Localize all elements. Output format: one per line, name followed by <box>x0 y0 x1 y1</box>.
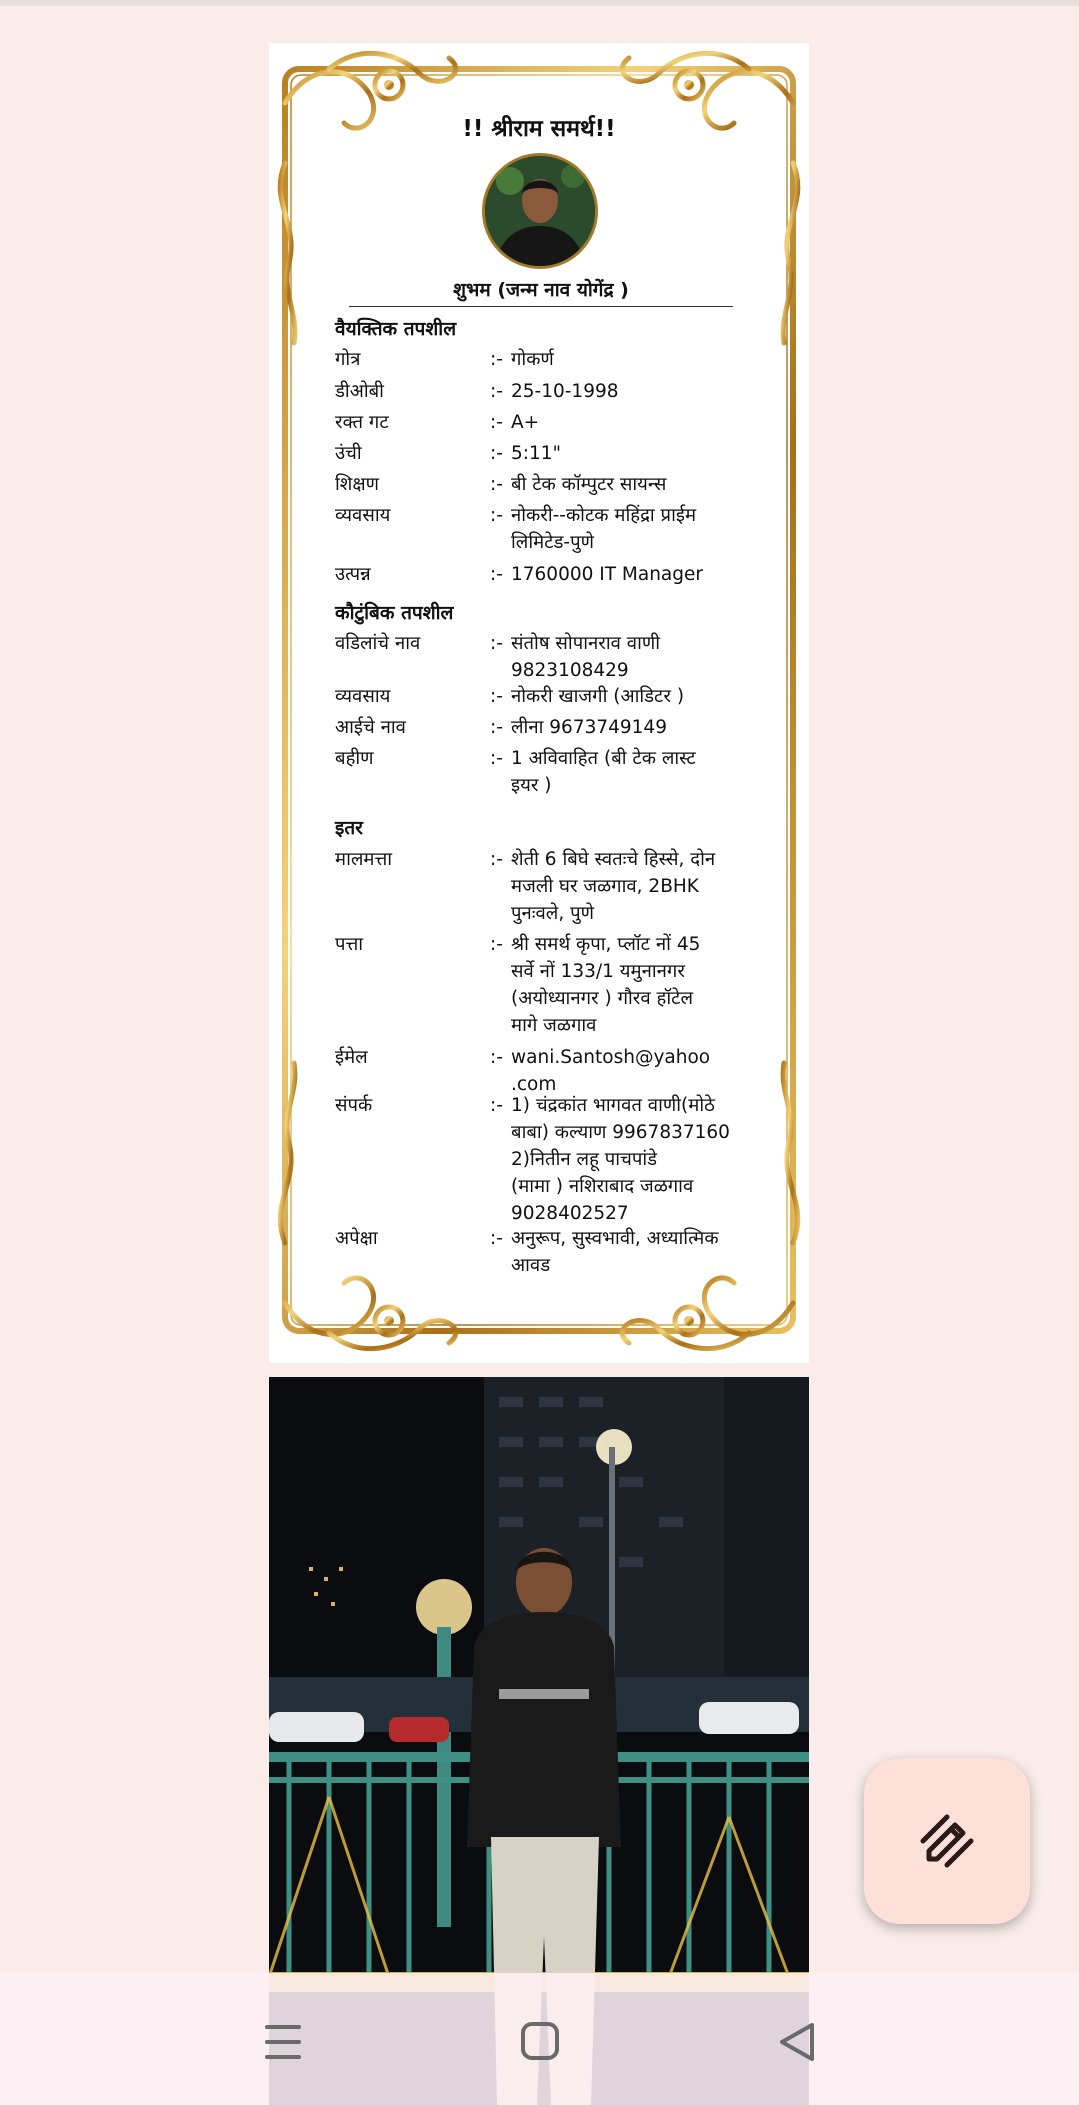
section-family-details: कौटुंबिक तपशील <box>335 602 454 624</box>
candidate-name: शुभम (जन्म नाव योगेंद्र ) <box>349 276 733 307</box>
field-value: गोकर्ण <box>511 349 554 370</box>
field-value: 1 अविवाहित (बी टेक लास्ट इयर ) <box>511 748 696 796</box>
menu-icon[interactable] <box>253 2017 313 2067</box>
section-personal-details: वैयक्तिक तपशील <box>335 318 457 340</box>
field-label: मालमत्ता <box>335 849 393 870</box>
page-title: !! श्रीराम समर्थ!! <box>462 116 616 142</box>
field-separator: :- <box>490 505 503 526</box>
field-value: लीना 9673749149 <box>511 717 667 738</box>
field-value: नोकरी--कोटक महिंद्रा प्राईम लिमिटेड-पुणे <box>511 505 697 553</box>
field-separator: :- <box>490 564 503 585</box>
field-label: व्यवसाय <box>335 686 391 707</box>
avatar[interactable] <box>482 153 598 269</box>
field-value: wani.Santosh@yahoo .com <box>511 1047 711 1095</box>
field-value: बी टेक कॉम्पुटर सायन्स <box>511 474 667 495</box>
field-label: उत्पन्न <box>335 564 371 585</box>
field-separator: :- <box>490 633 503 654</box>
field-value: अनुरूप, सुस्वभावी, अध्यात्मिक आवड <box>511 1228 719 1276</box>
field-separator: :- <box>490 474 503 495</box>
field-separator: :- <box>490 381 503 402</box>
field-separator: :- <box>490 849 503 870</box>
field-value: 1) चंद्रकांत भागवत वाणी(मोठे बाबा) कल्याण 9967837160 2)नितीन लहू पाचपांडे (मामा ) नशिराबाद जळगाव 9028402527 <box>511 1095 730 1224</box>
field-value: श्री समर्थ कृपा, प्लॉट नों 45 सर्वे नों 133/1 यमुनानगर (अयोध्यानगर ) गौरव हॉटेल मागे जळगाव <box>511 934 701 1036</box>
section-other-details: इतर <box>335 817 363 839</box>
field-label: पत्ता <box>335 934 364 955</box>
field-value: A+ <box>511 412 540 433</box>
field-label: वडिलांचे नाव <box>335 633 421 654</box>
field-label: संपर्क <box>335 1095 373 1116</box>
field-separator: :- <box>490 717 503 738</box>
field-value: 1760000 IT Manager <box>511 564 704 585</box>
status-divider <box>0 0 1079 6</box>
field-value: संतोष सोपानराव वाणी 9823108429 <box>511 633 661 681</box>
field-value: 5:11" <box>511 443 562 464</box>
field-separator: :- <box>490 1095 503 1116</box>
field-label: शिक्षण <box>335 474 380 495</box>
field-label: बहीण <box>335 748 374 769</box>
field-separator: :- <box>490 1228 503 1249</box>
field-value: शेती 6 बिघे स्वतःचे हिस्से, दोन मजली घर जळगाव, 2BHK पुनःवले, पुणे <box>511 849 716 924</box>
biodata-card[interactable] <box>269 43 809 1363</box>
profile-photo <box>485 156 595 266</box>
field-separator: :- <box>490 349 503 370</box>
field-label: आईचे नाव <box>335 717 406 738</box>
system-navigation-bar <box>0 1973 1079 2105</box>
home-square-icon[interactable] <box>510 2017 570 2067</box>
field-label: रक्त गट <box>335 412 389 433</box>
field-separator: :- <box>490 443 503 464</box>
field-label: गोत्र <box>335 349 361 370</box>
field-separator: :- <box>490 412 503 433</box>
edit-off-icon <box>915 1809 979 1873</box>
field-label: ईमेल <box>335 1047 368 1068</box>
field-label: व्यवसाय <box>335 505 391 526</box>
field-separator: :- <box>490 1047 503 1068</box>
field-separator: :- <box>490 686 503 707</box>
field-separator: :- <box>490 748 503 769</box>
field-label: अपेक्षा <box>335 1228 378 1249</box>
field-value: 25-10-1998 <box>511 381 619 402</box>
back-triangle-icon[interactable] <box>768 2017 828 2067</box>
field-value: नोकरी खाजगी (आडिटर ) <box>511 686 685 707</box>
field-label: उंची <box>335 443 362 464</box>
field-separator: :- <box>490 934 503 955</box>
edit-fab-button[interactable] <box>864 1758 1030 1924</box>
field-label: डीओबी <box>335 381 384 402</box>
